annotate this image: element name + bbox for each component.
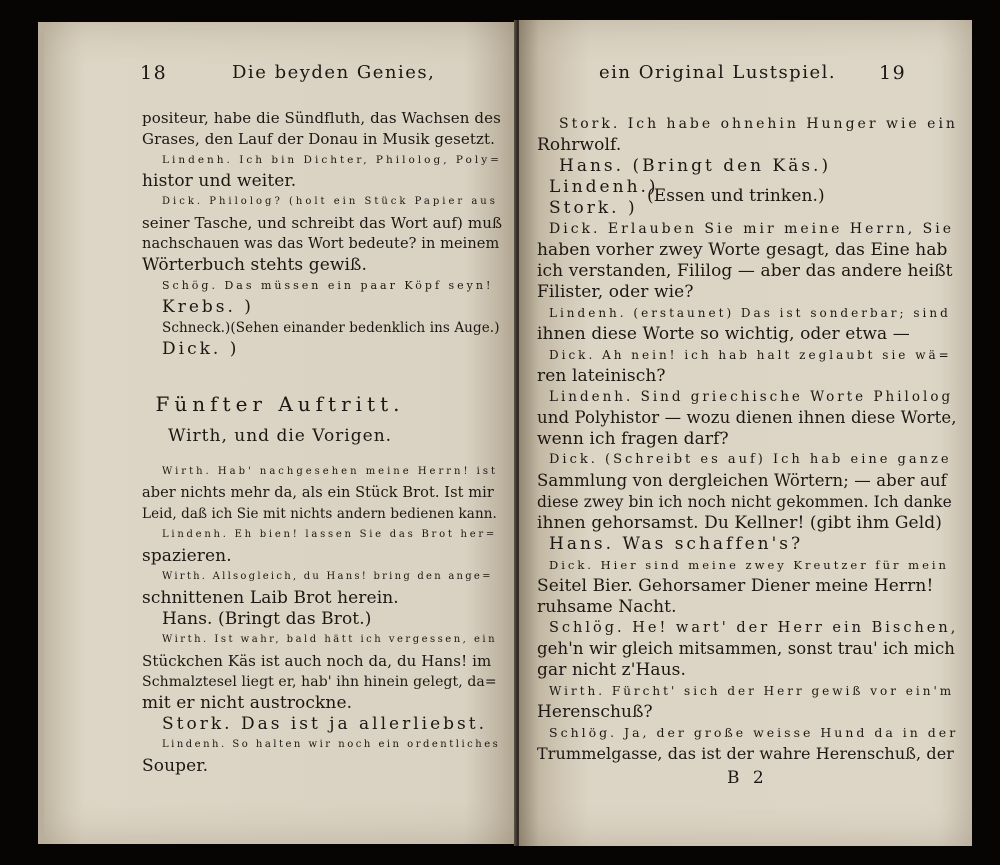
left-line-1: positeur, habe die Sündfluth, das Wachsen des: [142, 109, 501, 127]
right-line-11: Lindenh. (erstaunet) Das ist sonderbar; sind: [549, 306, 951, 320]
left-line-2: Grases, den Lauf der Donau in Musik gesetzt.: [142, 130, 495, 148]
right-line-23: Dick. Hier sind meine zwey Kreutzer für mein: [549, 558, 949, 572]
left-line-26: Lindenh. So halten wir noch ein ordentliches: [162, 739, 501, 750]
right-line-5: (Essen und trinken.): [647, 186, 825, 206]
right-line-17: wenn ich fragen darf?: [537, 429, 729, 449]
scene-persons: Wirth, und die Vorigen.: [167, 426, 393, 446]
left-line-25: Stork. Das ist ja allerliebst.: [162, 714, 488, 734]
right-line-20: diese zwey bin ich noch nicht gekommen. Ich danke: [537, 493, 952, 511]
right-line-14: ren lateinisch?: [537, 366, 666, 386]
left-line-11: Schneck.)(Sehen einander bedenklich ins Auge.): [162, 320, 500, 336]
right-line-22: Hans. Was schaffen's?: [549, 534, 804, 554]
right-line-2: Rohrwolf.: [537, 135, 622, 155]
left-line-22: Stückchen Käs ist auch noch da, du Hans! im: [142, 652, 492, 670]
left-line-4: histor und weiter.: [142, 171, 297, 191]
right-line-1: Stork. Ich habe ohnehin Hunger wie ein: [559, 116, 958, 132]
right-line-25: ruhsame Nacht.: [537, 597, 677, 617]
right-line-12: ihnen diese Worte so wichtig, oder etwa —: [537, 324, 910, 344]
left-line-9: Schög. Das müssen ein paar Köpf seyn!: [162, 279, 494, 292]
right-line-18: Dick. (Schreibt es auf) Ich hab eine ganze: [549, 452, 952, 467]
right-line-6: Stork. ): [549, 198, 638, 218]
right-line-3: Hans. (Bringt den Käs.): [559, 156, 832, 176]
right-line-31: Schlög. Ja, der große weisse Hund da in der: [549, 725, 959, 740]
right-line-10: Filister, oder wie?: [537, 282, 694, 302]
right-line-8: haben vorher zwey Worte gesagt, das Eine hab: [537, 240, 948, 260]
left-line-20: Hans. (Bringt das Brot.): [162, 609, 372, 629]
left-line-24: mit er nicht austrockne.: [142, 693, 353, 713]
right-line-13: Dick. Ah nein! ich hab halt zeglaubt sie wä=: [549, 348, 952, 362]
right-page: [519, 20, 972, 846]
left-line-3: Lindenh. Ich bin Dichter, Philolog, Poly=: [162, 154, 502, 166]
right-line-24: Seitel Bier. Gehorsamer Diener meine Herrn!: [537, 576, 934, 596]
signature-mark: B 2: [727, 768, 768, 788]
left-line-23: Schmalztesel liegt er, hab' ihn hinein gelegt, da=: [142, 674, 497, 690]
left-line-21: Wirth. Ist wahr, bald hätt ich vergessen, ein: [162, 634, 498, 645]
left-line-16: Lindenh. Eh bien! lassen Sie das Brot her=: [162, 529, 498, 540]
right-line-30: Herenschuß?: [537, 702, 653, 722]
right-page-number: 19: [879, 62, 907, 84]
left-line-5: Dick. Philolog? (holt ein Stück Papier aus: [162, 196, 498, 207]
left-line-14: aber nichts mehr da, als ein Stück Brot. Ist mir: [142, 485, 494, 501]
left-line-15: Leid, daß ich Sie mit nichts andern bedienen kann.: [142, 506, 497, 522]
right-line-28: gar nicht z'Haus.: [537, 660, 687, 680]
right-line-4: Lindenh.): [549, 177, 659, 197]
right-line-21: ihnen gehorsamst. Du Kellner! (gibt ihm Geld): [537, 513, 942, 533]
left-page: [38, 22, 516, 844]
left-line-10: Krebs. ): [162, 297, 254, 317]
left-line-7: nachschauen was das Wort bedeute? in meinem: [142, 236, 500, 252]
right-line-27: geh'n wir gleich mitsammen, sonst trau' ich mich: [537, 639, 956, 658]
right-line-15: Lindenh. Sind griechische Worte Philolog: [549, 389, 954, 405]
right-line-16: und Polyhistor — wozu dienen ihnen diese Worte,: [537, 408, 957, 427]
right-line-29: Wirth. Fürcht' sich der Herr gewiß vor ein'm: [549, 684, 955, 698]
right-line-7: Dick. Erlauben Sie mir meine Herrn, Sie: [549, 221, 955, 237]
right-line-9: ich verstanden, Fililog — aber das andere heißt: [537, 261, 953, 281]
left-line-18: Wirth. Allsogleich, du Hans! bring den ange=: [162, 571, 493, 582]
right-line-19: Sammlung von dergleichen Wörtern; — aber auf: [537, 471, 947, 490]
left-line-12: Dick. ): [162, 339, 240, 359]
left-line-8: Wörterbuch stehts gewiß.: [142, 255, 368, 275]
left-running-head: Die beyden Genies,: [232, 62, 436, 83]
right-line-26: Schlög. He! wart' der Herr ein Bischen,: [549, 620, 959, 636]
left-line-17: spazieren.: [142, 546, 232, 566]
right-line-32: Trummelgasse, das ist der wahre Herenschuß, der: [537, 744, 955, 763]
left-line-13: Wirth. Hab' nachgesehen meine Herrn! ist: [162, 466, 499, 477]
right-running-head: ein Original Lustspiel.: [599, 62, 837, 83]
left-page-number: 18: [140, 62, 168, 84]
left-line-6: seiner Tasche, und schreibt das Wort auf) muß: [142, 214, 503, 232]
left-line-27: Souper.: [142, 756, 209, 776]
left-line-19: schnittenen Laib Brot herein.: [142, 588, 399, 608]
scene-title: Fünfter Auftritt.: [155, 392, 405, 416]
